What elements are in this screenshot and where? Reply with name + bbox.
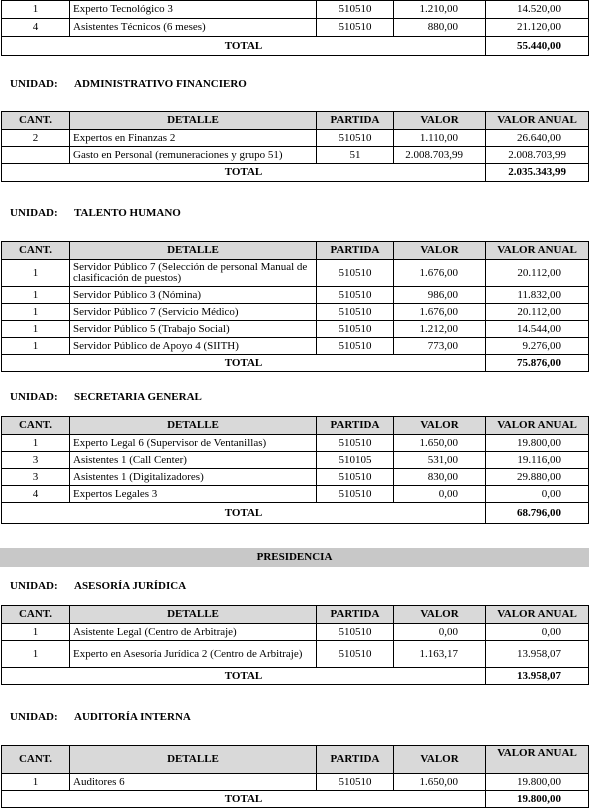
valor-cell: 1.210,00 [394, 1, 486, 19]
valor-anual-cell: 2.008.703,99 [486, 147, 589, 164]
total-row [2, 37, 589, 56]
header-cant: CANT. [2, 242, 70, 260]
total-row [2, 503, 589, 524]
cant-cell: 1 [2, 1, 70, 19]
detalle-cell: Servidor Público 7 (Selección de personal Manual de clasificación de puestos) [70, 260, 317, 287]
header-partida: PARTIDA [317, 606, 394, 624]
partida-cell: 510510 [317, 435, 394, 452]
header-row [2, 606, 589, 624]
valor-anual-cell: 19.800,00 [486, 435, 589, 452]
section-banner: PRESIDENCIA [0, 548, 589, 567]
detalle-cell: Servidor Público 7 (Servicio Médico) [70, 304, 317, 321]
unit-key: UNIDAD: [10, 78, 58, 90]
header-partida: PARTIDA [317, 746, 394, 774]
total-value: 75.876,00 [486, 355, 589, 372]
header-partida: PARTIDA [317, 112, 394, 130]
partida-cell: 510510 [317, 304, 394, 321]
unit-name: AUDITORÍA INTERNA [74, 711, 191, 723]
partida-cell: 510510 [317, 19, 394, 37]
valor-anual-cell: 14.520,00 [486, 1, 589, 19]
unit-key: UNIDAD: [10, 580, 58, 592]
unit-heading [10, 580, 186, 592]
header-valor: VALOR [394, 417, 486, 435]
valor-cell: 531,00 [394, 452, 486, 469]
cant-cell: 1 [2, 624, 70, 641]
total-value: 2.035.343,99 [486, 164, 589, 182]
partida-cell: 510510 [317, 486, 394, 503]
cant-cell: 3 [2, 469, 70, 486]
valor-anual-cell: 20.112,00 [486, 260, 589, 287]
table-administrativo-financiero [1, 111, 589, 182]
valor-anual-cell: 0,00 [486, 624, 589, 641]
total-label: TOTAL [2, 668, 486, 685]
detalle-cell: Expertos Legales 3 [70, 486, 317, 503]
total-value: 68.796,00 [486, 503, 589, 524]
partida-cell: 510510 [317, 130, 394, 147]
valor-cell: 1.163,17 [394, 641, 486, 668]
partida-cell: 510510 [317, 287, 394, 304]
detalle-cell: Asistentes 1 (Call Center) [70, 452, 317, 469]
total-row [2, 668, 589, 685]
detalle-cell: Expertos en Finanzas 2 [70, 130, 317, 147]
valor-cell: 1.676,00 [394, 304, 486, 321]
valor-cell: 1.676,00 [394, 260, 486, 287]
header-partida: PARTIDA [317, 242, 394, 260]
detalle-cell: Asistentes Técnicos (6 meses) [70, 19, 317, 37]
total-label: TOTAL [2, 37, 486, 56]
table-talento-humano [1, 241, 589, 372]
valor-anual-cell: 14.544,00 [486, 321, 589, 338]
valor-anual-cell: 0,00 [486, 486, 589, 503]
partida-cell: 51 [317, 147, 394, 164]
header-detalle: DETALLE [70, 112, 317, 130]
header-detalle: DETALLE [70, 746, 317, 774]
valor-cell: 880,00 [394, 19, 486, 37]
valor-cell: 0,00 [394, 486, 486, 503]
valor-anual-cell: 29.880,00 [486, 469, 589, 486]
partida-cell: 510510 [317, 469, 394, 486]
valor-anual-cell: 13.958,07 [486, 641, 589, 668]
table-auditoria-interna [1, 745, 589, 808]
header-row [2, 746, 589, 774]
detalle-cell: Experto en Asesoría Jurídica 2 (Centro de Arbitraje) [70, 641, 317, 668]
cant-cell: 2 [2, 130, 70, 147]
table-row [2, 624, 589, 641]
valor-anual-cell: 21.120,00 [486, 19, 589, 37]
total-row [2, 791, 589, 808]
table-row [2, 1, 589, 19]
table-row [2, 321, 589, 338]
partida-cell: 510510 [317, 641, 394, 668]
valor-cell: 2.008.703,99 [394, 147, 486, 164]
detalle-cell: Servidor Público 5 (Trabajo Social) [70, 321, 317, 338]
unit-name: ASESORÍA JURÍDICA [74, 580, 187, 592]
table-row [2, 469, 589, 486]
valor-anual-cell: 20.112,00 [486, 304, 589, 321]
header-valor: VALOR [394, 242, 486, 260]
total-label: TOTAL [2, 355, 486, 372]
valor-anual-cell: 11.832,00 [486, 287, 589, 304]
table-asesoria-juridica [1, 605, 589, 685]
table-row [2, 147, 589, 164]
header-valor-anual: VALOR ANUAL [486, 606, 589, 624]
header-row [2, 242, 589, 260]
valor-cell: 830,00 [394, 469, 486, 486]
header-detalle: DETALLE [70, 417, 317, 435]
partida-cell: 510510 [317, 774, 394, 791]
valor-cell: 1.212,00 [394, 321, 486, 338]
cant-cell: 1 [2, 641, 70, 668]
header-valor: VALOR [394, 746, 486, 774]
header-detalle: DETALLE [70, 606, 317, 624]
partida-cell: 510510 [317, 1, 394, 19]
detalle-cell: Experto Tecnológico 3 [70, 1, 317, 19]
cant-cell [2, 147, 70, 164]
valor-cell: 1.650,00 [394, 435, 486, 452]
table-row [2, 287, 589, 304]
header-cant: CANT. [2, 606, 70, 624]
partida-cell: 510105 [317, 452, 394, 469]
total-label: TOTAL [2, 503, 486, 524]
unit-name: SECRETARIA GENERAL [74, 391, 202, 403]
total-row [2, 355, 589, 372]
table-row [2, 774, 589, 791]
valor-cell: 773,00 [394, 338, 486, 355]
detalle-cell: Asistente Legal (Centro de Arbitraje) [70, 624, 317, 641]
unit-heading [10, 711, 191, 723]
unit-heading [10, 78, 247, 90]
header-detalle: DETALLE [70, 242, 317, 260]
unit-name: ADMINISTRATIVO FINANCIERO [74, 78, 247, 90]
header-valor-anual: VALOR ANUAL [486, 112, 589, 130]
valor-cell: 986,00 [394, 287, 486, 304]
cant-cell: 1 [2, 774, 70, 791]
total-value: 13.958,07 [486, 668, 589, 685]
table-row [2, 486, 589, 503]
total-row [2, 164, 589, 182]
header-valor: VALOR [394, 112, 486, 130]
header-row [2, 112, 589, 130]
total-value: 55.440,00 [486, 37, 589, 56]
header-valor-anual: VALOR ANUAL [486, 746, 589, 774]
table-row [2, 260, 589, 287]
partida-cell: 510510 [317, 321, 394, 338]
header-valor-anual: VALOR ANUAL [486, 417, 589, 435]
header-partida: PARTIDA [317, 417, 394, 435]
cant-cell: 3 [2, 452, 70, 469]
total-value: 19.800,00 [486, 791, 589, 808]
unit-heading [10, 207, 181, 219]
cant-cell: 1 [2, 304, 70, 321]
table-row [2, 452, 589, 469]
header-valor-anual: VALOR ANUAL [486, 242, 589, 260]
detalle-cell: Servidor Público 3 (Nómina) [70, 287, 317, 304]
valor-cell: 1.650,00 [394, 774, 486, 791]
unit-heading [10, 391, 202, 403]
cant-cell: 1 [2, 435, 70, 452]
valor-anual-cell: 9.276,00 [486, 338, 589, 355]
header-row [2, 417, 589, 435]
partida-cell: 510510 [317, 260, 394, 287]
cant-cell: 1 [2, 260, 70, 287]
detalle-cell: Auditores 6 [70, 774, 317, 791]
detalle-cell: Servidor Público de Apoyo 4 (SIITH) [70, 338, 317, 355]
header-cant: CANT. [2, 417, 70, 435]
valor-anual-cell: 19.116,00 [486, 452, 589, 469]
table-continuation [1, 0, 589, 56]
unit-key: UNIDAD: [10, 391, 58, 403]
table-row [2, 130, 589, 147]
header-cant: CANT. [2, 746, 70, 774]
valor-anual-cell: 19.800,00 [486, 774, 589, 791]
header-valor: VALOR [394, 606, 486, 624]
unit-key: UNIDAD: [10, 711, 58, 723]
detalle-cell: Asistentes 1 (Digitalizadores) [70, 469, 317, 486]
table-row [2, 19, 589, 37]
valor-anual-cell: 26.640,00 [486, 130, 589, 147]
partida-cell: 510510 [317, 624, 394, 641]
table-row [2, 435, 589, 452]
header-cant: CANT. [2, 112, 70, 130]
table-row [2, 641, 589, 668]
table-secretaria-general [1, 416, 589, 524]
detalle-cell: Experto Legal 6 (Supervisor de Ventanillas) [70, 435, 317, 452]
table-row [2, 304, 589, 321]
unit-key: UNIDAD: [10, 207, 58, 219]
cant-cell: 4 [2, 19, 70, 37]
valor-cell: 1.110,00 [394, 130, 486, 147]
cant-cell: 1 [2, 287, 70, 304]
total-label: TOTAL [2, 791, 486, 808]
cant-cell: 4 [2, 486, 70, 503]
cant-cell: 1 [2, 321, 70, 338]
detalle-cell: Gasto en Personal (remuneraciones y grupo 51) [70, 147, 317, 164]
cant-cell: 1 [2, 338, 70, 355]
partida-cell: 510510 [317, 338, 394, 355]
unit-name: TALENTO HUMANO [74, 207, 181, 219]
valor-cell: 0,00 [394, 624, 486, 641]
total-label: TOTAL [2, 164, 486, 182]
table-row [2, 338, 589, 355]
